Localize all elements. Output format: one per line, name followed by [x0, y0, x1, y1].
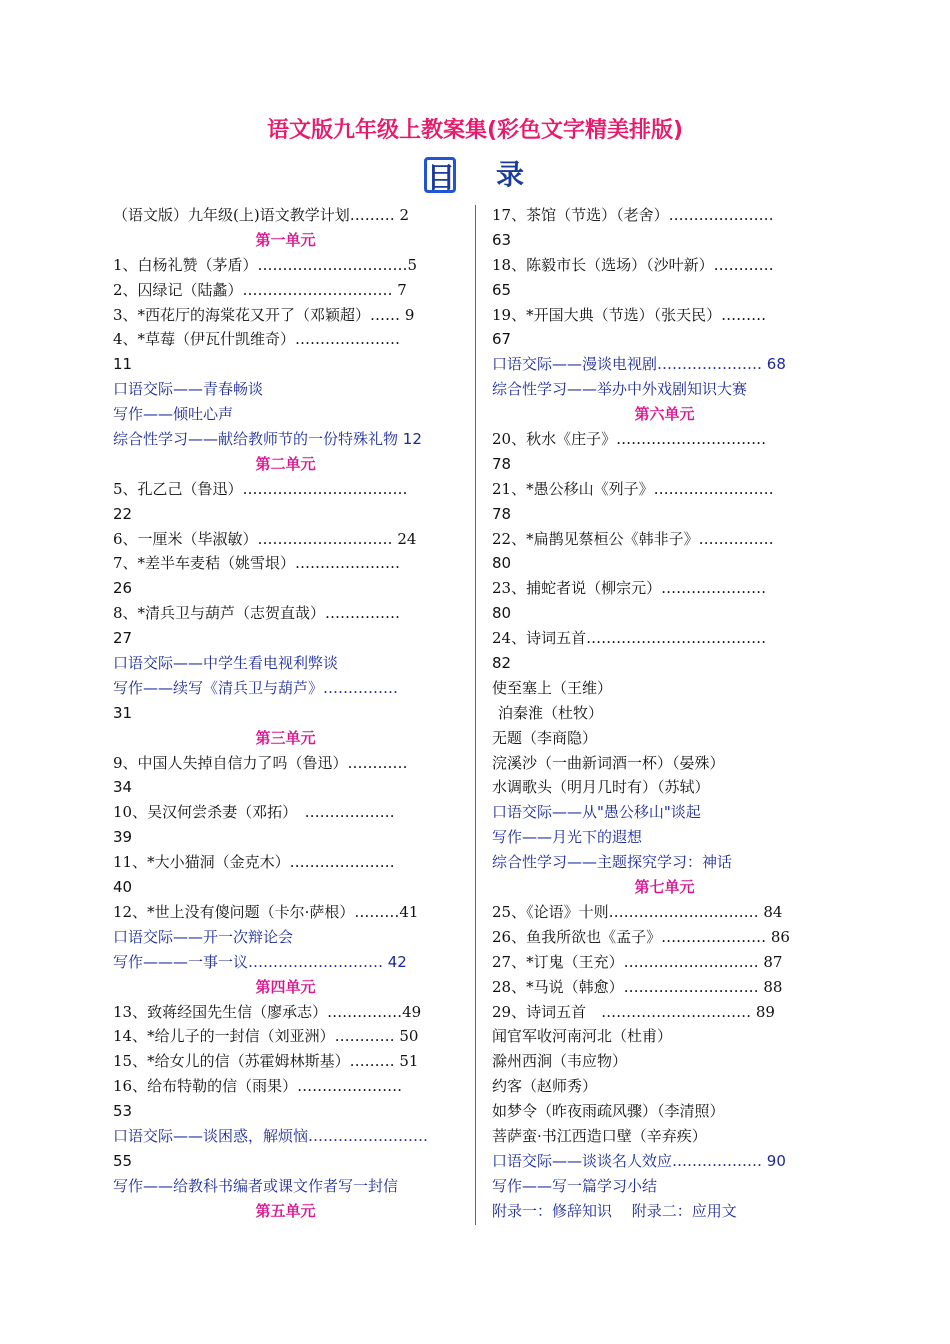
unit-heading: 第三单元 [255, 728, 316, 747]
toc-entry: 29、诗词五首 ………………………… 89 [492, 1002, 775, 1021]
activity-entry: 口语交际——青春畅谈 [113, 380, 264, 399]
page-number: 82 [492, 654, 512, 673]
toc-entry: 12、*世上没有傻问题（卡尔·萨根）………41 [113, 902, 419, 921]
toc-entry: 约客（赵师秀） [492, 1077, 598, 1096]
activity-entry: 口语交际——中学生看电视利弊谈 [113, 654, 339, 673]
page-number: 40 [113, 878, 133, 897]
toc-heading-char-1: 目 [424, 157, 456, 193]
page-number: 63 [492, 230, 512, 249]
page-number: 80 [492, 604, 512, 623]
page-number: 80 [492, 554, 512, 573]
document-title: 语文版九年级上教案集(彩色文字精美排版) [266, 118, 684, 143]
activity-entry: 口语交际——漫谈电视剧………………… 68 [492, 355, 786, 374]
toc-entry: （语文版）九年级(上)语文教学计划……… 2 [113, 206, 410, 224]
page-number: 78 [492, 454, 512, 473]
activity-entry: 写作——给教科书编者或课文作者写一封信 [113, 1176, 399, 1195]
activity-entry: 口语交际——开一次辩论会 [113, 927, 294, 946]
toc-entry: 22、*扁鹊见蔡桓公《韩非子》…………… [492, 529, 774, 548]
toc-entry: 闻官军收河南河北（杜甫） [492, 1027, 673, 1046]
toc-entry: 27、*订鬼（王充）……………………… 87 [492, 952, 783, 971]
page-number: 65 [492, 280, 512, 299]
activity-entry: 综合性学习——举办中外戏剧知识大赛 [492, 380, 748, 399]
activity-entry: 写作——倾吐心声 [113, 405, 234, 424]
toc-entry: 浣溪沙（一曲新词酒一杯）（晏殊） [492, 753, 725, 772]
toc-entry: 26、鱼我所欲也《孟子》………………… 86 [492, 927, 790, 946]
page-number: 55 [113, 1151, 133, 1170]
page-number: 22 [113, 504, 133, 523]
activity-entry: 写作——写一篇学习小结 [492, 1176, 658, 1195]
activity-entry: 口语交际——从"愚公移山"谈起 [492, 803, 701, 822]
toc-entry: 2、囚绿记（陆蠡）………………………… 7 [113, 280, 407, 299]
unit-heading: 第六单元 [634, 405, 695, 424]
toc-entry: 11、*大小猫洞（金克木）………………… [113, 853, 395, 872]
activity-entry: 写作———一事一议……………………… 42 [113, 952, 407, 971]
activity-entry: 综合性学习——主题探究学习：神话 [492, 853, 733, 872]
activity-entry: 写作——续写《清兵卫与葫芦》…………… [113, 678, 399, 697]
toc-entry: 28、*马说（韩愈）……………………… 88 [492, 977, 783, 996]
toc-right-column [492, 203, 837, 1224]
activity-entry: 附录一：修辞知识 附录二：应用文 [492, 1201, 737, 1220]
toc-entry: 25、《论语》十则………………………… 84 [492, 902, 783, 921]
page-number: 78 [492, 504, 512, 523]
toc-entry: 24、诗词五首……………………………… [492, 629, 767, 648]
toc-entry: 8、*清兵卫与葫芦（志贺直哉）…………… [113, 604, 401, 623]
column-divider [475, 205, 476, 1225]
activity-entry: 写作——月光下的遐想 [492, 828, 643, 847]
page-number: 53 [113, 1102, 133, 1121]
page-number: 31 [113, 703, 133, 722]
toc-entry: 3、*西花厅的海棠花又开了（邓颖超）…… 9 [113, 305, 415, 324]
toc-entry: 15、*给女儿的信（苏霍姆林斯基）……… 51 [113, 1052, 419, 1071]
toc-entry: 10、吴汉何尝杀妻（邓拓） ……………… [113, 803, 395, 822]
toc-entry: 18、陈毅市长（选场）（沙叶新）………… [492, 255, 774, 274]
toc-entry: 无题（李商隐） [492, 728, 598, 747]
toc-entry: 使至塞上（王维） [492, 678, 613, 697]
toc-entry: 泊秦淮（杜牧） [498, 703, 604, 722]
toc-entry: 16、给布特勒的信（雨果）………………… [113, 1077, 403, 1096]
toc-entry: 20、秋水《庄子》………………………… [492, 430, 767, 449]
toc-entry: 21、*愚公移山《列子》…………………… [492, 479, 774, 498]
toc-entry: 滁州西涧（韦应物） [492, 1052, 628, 1071]
toc-entry: 1、白杨礼赞（茅盾）…………………………5 [113, 255, 418, 274]
toc-entry: 菩萨蛮·书江西造口壁（辛弃疾） [492, 1126, 707, 1145]
toc-entry: 9、中国人失掉自信力了吗（鲁迅）………… [113, 753, 408, 772]
page-number: 67 [492, 330, 512, 349]
toc-heading-char-2: 录 [495, 158, 524, 191]
toc-entry: 如梦令（昨夜雨疏风骤）（李清照） [492, 1102, 725, 1121]
page-number: 34 [113, 778, 133, 797]
toc-entry: 19、*开国大典（节选）（张天民）……… [492, 305, 767, 324]
page-number: 26 [113, 579, 133, 598]
page-number: 11 [113, 355, 133, 374]
toc-entry: 5、孔乙己（鲁迅）…………………………… [113, 479, 408, 498]
toc-entry: 14、*给儿子的一封信（刘亚洲）………… 50 [113, 1027, 419, 1046]
activity-entry: 口语交际——谈困惑，解烦恼…………………… [113, 1126, 429, 1145]
toc-entry: 23、捕蛇者说（柳宗元）………………… [492, 579, 767, 598]
unit-heading: 第二单元 [255, 454, 316, 473]
toc-left-column [113, 203, 458, 1224]
toc-heading [424, 157, 534, 197]
unit-heading: 第四单元 [255, 977, 316, 996]
toc-entry: 4、*草莓（伊瓦什凯维奇）………………… [113, 330, 401, 349]
activity-entry: 综合性学习——献给教师节的一份特殊礼物 12 [113, 430, 422, 449]
unit-heading: 第七单元 [634, 878, 695, 897]
toc-entry: 水调歌头（明月几时有）（苏轼） [492, 778, 710, 797]
unit-heading: 第一单元 [255, 230, 316, 249]
page-number: 39 [113, 828, 133, 847]
toc-entry: 13、致蒋经国先生信（廖承志）……………49 [113, 1002, 422, 1021]
toc-entry: 17、茶馆（节选）（老舍）………………… [492, 206, 774, 224]
activity-entry: 口语交际——谈谈名人效应……………… 90 [492, 1151, 786, 1170]
page-number: 27 [113, 629, 133, 648]
toc-entry: 6、一厘米（毕淑敏）……………………… 24 [113, 529, 417, 548]
toc-entry: 7、*差半车麦秸（姚雪垠）………………… [113, 554, 401, 573]
unit-heading: 第五单元 [255, 1201, 316, 1220]
